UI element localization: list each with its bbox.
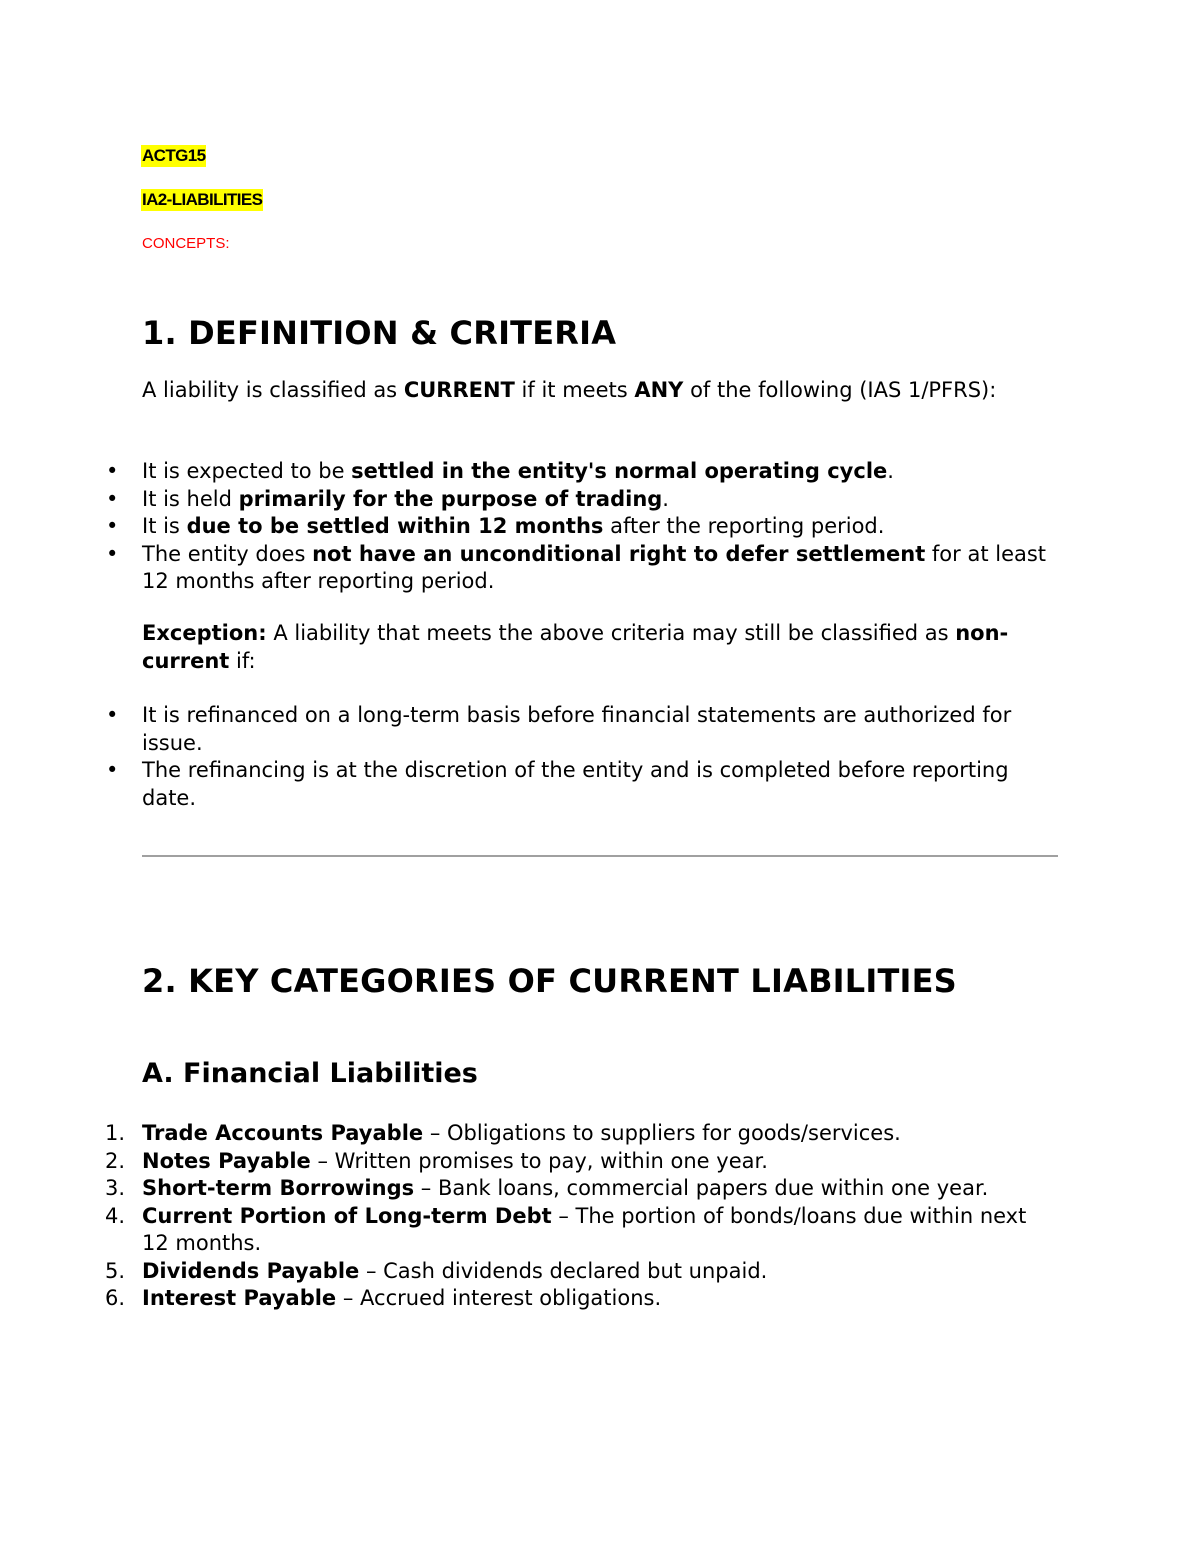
intro-text-3: of the following (IAS 1/PFRS): (683, 378, 997, 402)
item-number: 1. (105, 1121, 126, 1145)
list-item (105, 1285, 1037, 1313)
item-description: – Obligations to suppliers for goods/services. (423, 1121, 901, 1145)
criteria-bold: primarily for the purpose of trading (238, 486, 663, 511)
concepts-label: CONCEPTS: (142, 235, 230, 252)
intro-text-2: if it meets (514, 378, 635, 402)
exception-bold-noncurrent: non-current (142, 621, 1009, 673)
list-item (142, 513, 1072, 541)
item-description: – Bank loans, commercial papers due within one year. (414, 1176, 989, 1200)
financial-liabilities-list (105, 1120, 1037, 1313)
item-term: Interest Payable (142, 1286, 337, 1310)
intro-bold-any: ANY (634, 378, 684, 402)
item-term: Current Portion of Long-term Debt (142, 1203, 552, 1228)
criteria-bold: not have an unconditional right to defer settlement (312, 541, 926, 566)
list-item (105, 1120, 1037, 1148)
list-item: • The refinancing is at the discretion of the entity and is completed before reporting date. (142, 757, 1022, 812)
item-number: 4. (105, 1203, 126, 1228)
section-2-heading: 2. KEY CATEGORIES OF CURRENT LIABILITIES (142, 962, 957, 1000)
criteria-text: for at least 12 months after reporting period. (142, 541, 1047, 593)
item-number: 2. (105, 1148, 126, 1173)
list-item (105, 1148, 1037, 1176)
intro-text-1: A liability is classified as (142, 378, 404, 402)
list-item (105, 1203, 1037, 1258)
list-item (105, 1258, 1037, 1286)
item-term: Short-term Borrowings (142, 1176, 415, 1200)
criteria-text: It is (142, 514, 187, 538)
criteria-bold: settled in the entity's normal operating cycle (351, 459, 888, 483)
criteria-bold: due to be settled within 12 months (186, 514, 604, 538)
list-item (142, 486, 1072, 514)
criteria-text: after the reporting period. (603, 514, 885, 538)
course-code: ACTG15 (142, 146, 206, 165)
exception-paragraph (142, 620, 1022, 675)
list-item: • It is refinanced on a long-term basis before financial statements are authorized for issue. (142, 702, 1022, 757)
list-item (105, 1175, 1037, 1203)
item-number: 3. (105, 1176, 126, 1200)
exception-text-2: if: (229, 648, 256, 673)
item-number: 5. (105, 1258, 126, 1283)
criteria-text: The entity does (142, 541, 313, 566)
criteria-text: . (662, 486, 669, 511)
criteria-text: . (887, 459, 894, 483)
criteria-text: It is expected to be (142, 459, 352, 483)
list-item (142, 541, 1072, 596)
item-description: – Cash dividends declared but unpaid. (359, 1258, 768, 1283)
horizontal-divider (142, 855, 1058, 857)
exception-label: Exception: (142, 621, 267, 645)
item-term: Notes Payable (142, 1148, 311, 1173)
criteria-intro (142, 377, 1042, 405)
intro-bold-current: CURRENT (403, 378, 515, 402)
criteria-list (142, 458, 1072, 596)
criteria-text: It is held (142, 486, 239, 511)
exception-text-1: A liability that meets the above criteria may still be classified as (266, 621, 956, 645)
item-description: – Accrued interest obligations. (336, 1286, 662, 1310)
item-description: – Written promises to pay, within one year. (310, 1148, 768, 1173)
topic-title: IA2-LIABILITIES (142, 190, 263, 209)
list-item (142, 458, 1072, 486)
exception-list (142, 702, 1022, 812)
item-number: 6. (105, 1286, 126, 1310)
section-1-heading: 1. DEFINITION & CRITERIA (142, 314, 617, 352)
financial-liabilities-heading: A. Financial Liabilities (142, 1058, 478, 1089)
item-term: Trade Accounts Payable (142, 1121, 424, 1145)
item-term: Dividends Payable (142, 1258, 360, 1283)
item-description: – The portion of bonds/loans due within next 12 months. (142, 1203, 1027, 1255)
